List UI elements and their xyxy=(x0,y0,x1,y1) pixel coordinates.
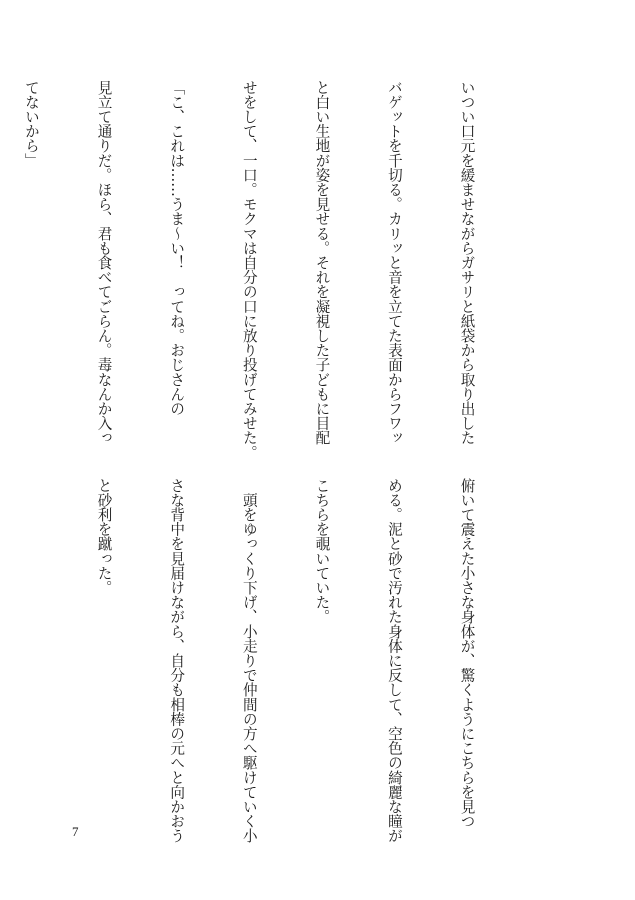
text-line: 見立て通りだ。ほら、君も食べてごらん。毒なんか入っ xyxy=(95,80,113,445)
body-text-upper xyxy=(0,80,527,510)
text-line: 「こ、これは……うま～い！ ってね。おじさんの xyxy=(168,80,186,416)
text-line: と砂利を蹴った。 xyxy=(95,478,113,595)
text-line: 俯いて震えた小さな身体が、驚くようにこちらを見つ xyxy=(458,478,476,829)
text-line: いつい口元を緩ませながらガサリと紙袋から取り出した xyxy=(458,80,476,445)
text-line: てないから」 xyxy=(22,80,40,168)
text-line: さな背中を見届けながら、自分も相棒の元へと向かおう xyxy=(168,478,186,843)
text-line: 頭をゆっくり下げ、小走りで仲間の方へ駆けていく小 xyxy=(240,478,258,843)
text-line: バゲットを千切る。カリッと音を立てた表面からフワッ xyxy=(385,80,403,445)
text-line: こちらを覗いていた。 xyxy=(313,478,331,624)
text-line: める。泥と砂で汚れた身体に反して、空色の綺麗な瞳が xyxy=(385,478,403,843)
text-line: と白い生地が姿を見せる。それを凝視した子どもに目配 xyxy=(313,80,331,445)
page-number: 7 xyxy=(72,824,79,839)
body-text-lower xyxy=(43,478,527,843)
text-line: せをして、一口。モクマは自分の口に放り投げてみせた。 xyxy=(240,80,258,460)
